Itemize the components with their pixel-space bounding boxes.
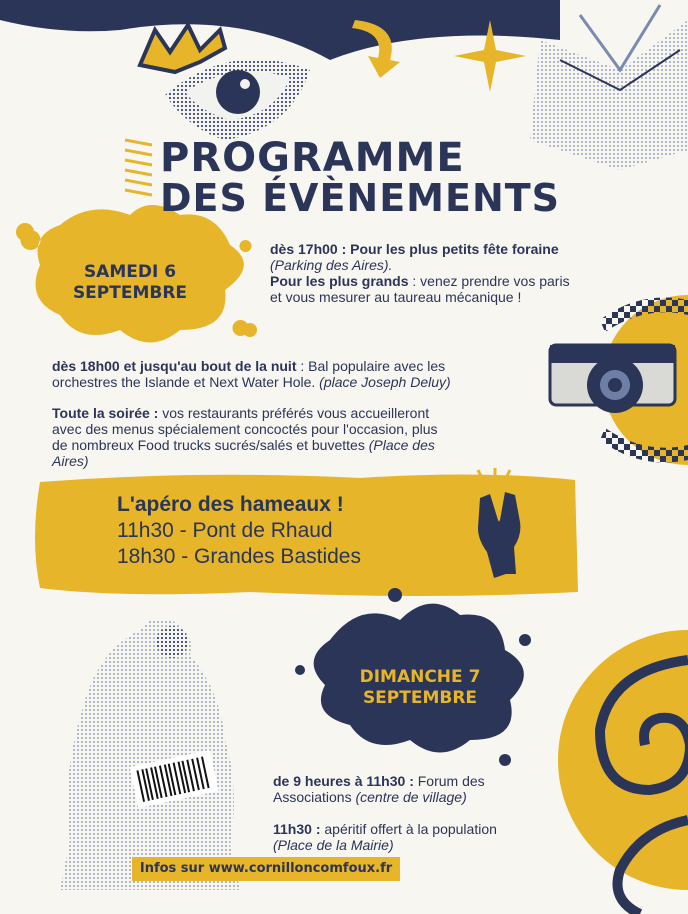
sunday-event-2: 11h30 : apéritif offert à la population (Place de la Mairie) [273,821,497,853]
scribble [125,140,152,195]
sunday-label: DIMANCHE 7 SEPTEMBRE [359,667,481,708]
eye-icon [165,59,310,140]
spiral-icon [558,630,688,914]
website-link[interactable]: Infos sur www.cornilloncomfoux.fr [132,857,400,881]
title-line1: PROGRAMME [160,135,465,181]
thinker-statue-icon [60,619,240,890]
crown-icon [140,25,225,72]
top-band [0,0,560,60]
page-title [160,135,561,220]
apero-line-2: 18h30 - Grandes Bastides [117,545,361,568]
camera-icon [550,345,675,413]
apero-section [117,492,447,570]
saturday-event-1: dès 17h00 : Pour les plus petits fête foraine (Parking des Aires). Pour les plus grands : venez prendre vos paris et vous mesurer au taureau mécanique ! [270,241,570,305]
saturday-event-2: dès 18h00 et jusqu'au bout de la nuit : Bal populaire avec les orchestres the Islande et Next Water Hole. (place Joseph Deluy) [52,358,451,390]
apero-line-1: 11h30 - Pont de Rhaud [117,519,333,542]
title-line2: DES ÉVÈNEMENTS [160,176,561,220]
saturday-label: SAMEDI 6 SEPTEMBRE [72,262,188,303]
saturday-event-3: Toute la soirée : vos restaurants préférés vous accueilleront avec des menus spécialement concoctés pour l'occasion, plus de nombreux Food trucks sucrés/salés et buvettes (Place des Aires) [52,405,438,469]
apero-heading: L'apéro des hameaux ! [117,493,344,516]
sunday-event-1: de 9 heures à 11h30 : Forum des Associations (centre de village) [273,773,485,805]
